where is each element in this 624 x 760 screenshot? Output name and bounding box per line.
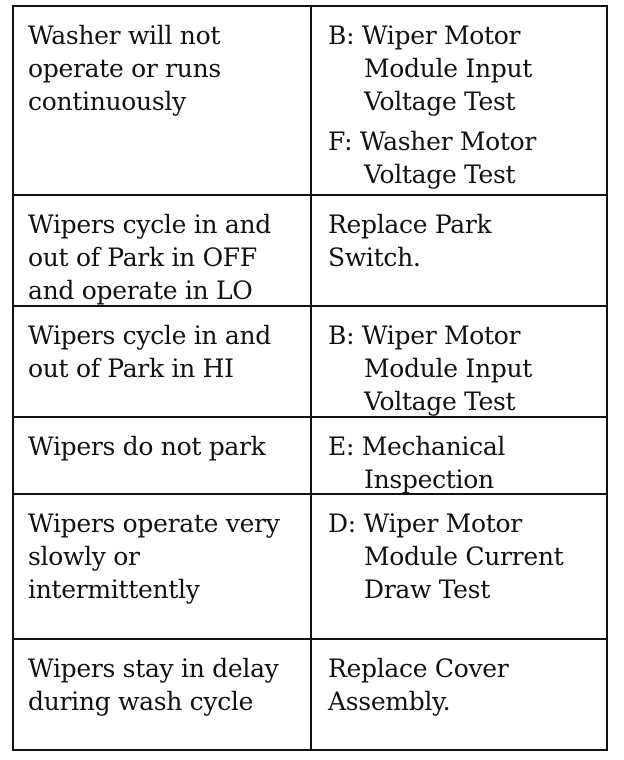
action-cell (312, 196, 606, 307)
test-reference: E: Mechanical Inspection (328, 432, 506, 494)
symptom-text: Wipers cycle in and out of Park in HI (28, 321, 271, 383)
test-reference: F: Washer Motor Voltage Test (328, 127, 537, 189)
symptom-text: Wipers cycle in and out of Park in OFF and operate in LO (28, 210, 271, 305)
symptom-cell (14, 196, 312, 307)
symptom-cell (14, 7, 312, 196)
symptom-text: Wipers do not park (28, 432, 266, 461)
test-reference: B: Wiper Motor Module Input Voltage Test (328, 321, 533, 416)
action-cell (312, 7, 606, 196)
symptom-cell (14, 495, 312, 640)
symptom-text: Wipers operate very slowly or intermittently (28, 509, 280, 604)
action-cell (312, 307, 606, 418)
repair-instruction: Replace Park Switch. (328, 210, 492, 272)
symptom-text: Washer will not operate or runs continuously (28, 21, 221, 116)
action-cell (312, 495, 606, 640)
symptom-cell (14, 307, 312, 418)
action-cell (312, 640, 606, 749)
repair-instruction: Replace Cover Assembly. (328, 654, 509, 716)
test-reference: B: Wiper Motor Module Input Voltage Test (328, 21, 533, 116)
symptom-cell (14, 418, 312, 495)
symptom-text: Wipers stay in delay during wash cycle (28, 654, 279, 716)
action-cell (312, 418, 606, 495)
test-reference: D: Wiper Motor Module Current Draw Test (328, 509, 564, 604)
diagnosis-table (12, 5, 608, 751)
symptom-cell (14, 640, 312, 749)
